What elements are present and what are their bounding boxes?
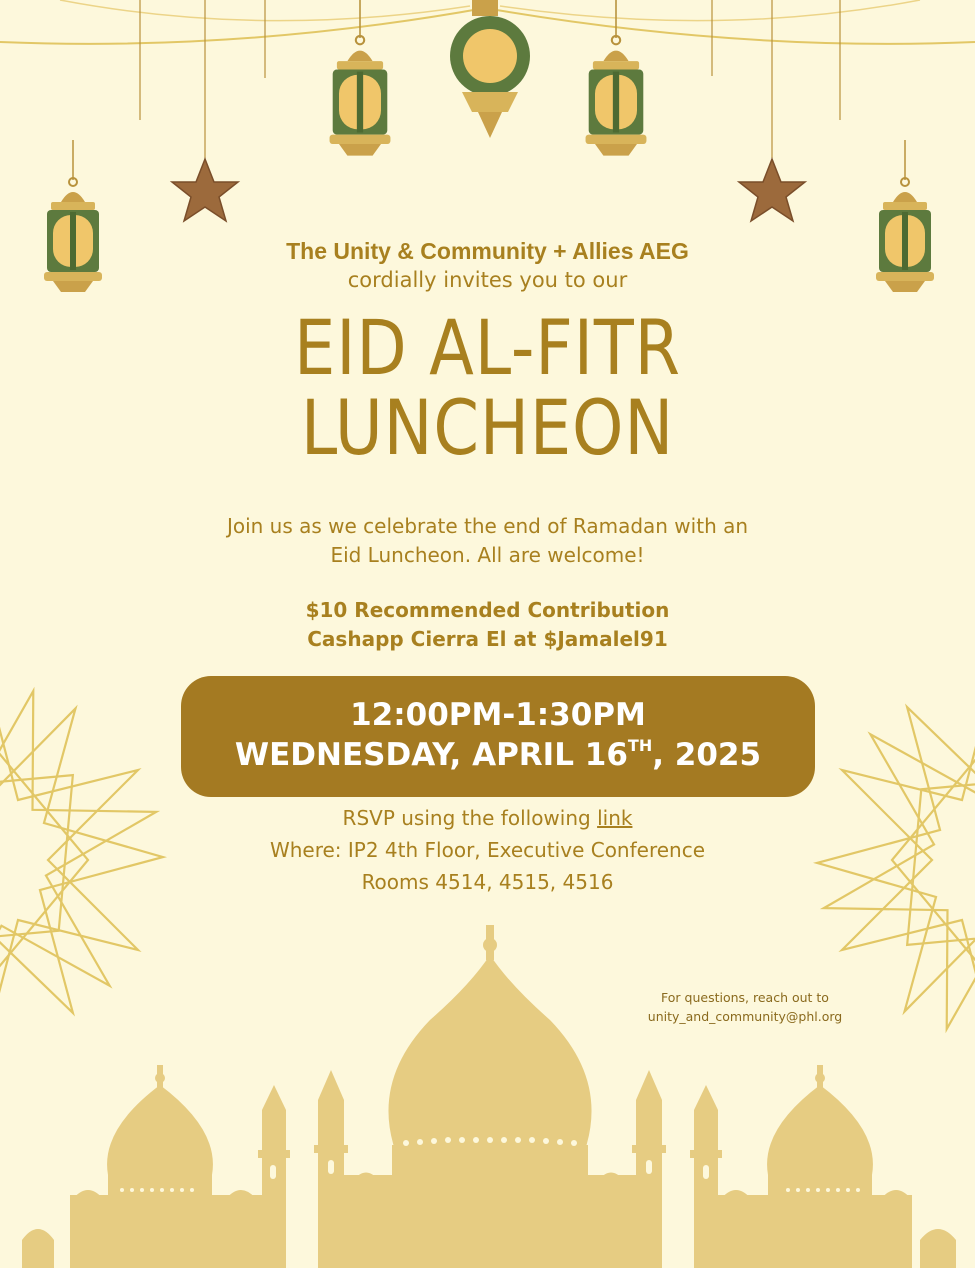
contribution-info bbox=[0, 596, 975, 654]
location-line-1: Where: IP2 4th Floor, Executive Conference bbox=[269, 838, 706, 862]
event-time: 12:00PM-1:30PM bbox=[350, 697, 646, 733]
description-line-1: Join us as we celebrate the end of Ramadan with an bbox=[226, 514, 749, 538]
invite-line: cordially invites you to our bbox=[347, 268, 628, 292]
location-line-2: Rooms 4514, 4515, 4516 bbox=[361, 870, 614, 894]
contact-info bbox=[585, 988, 905, 1026]
title-line-1: EID AL-FITR bbox=[294, 303, 681, 392]
contact-email[interactable]: unity_and_community@phl.org bbox=[647, 1009, 843, 1024]
event-date-prefix: WEDNESDAY, APRIL 16 bbox=[234, 737, 628, 773]
crescent-moon-icon bbox=[820, 120, 842, 164]
date-time-banner bbox=[181, 676, 815, 797]
garland-string-inner-right bbox=[500, 0, 920, 21]
host-organization: The Unity & Community + Allies AEG bbox=[286, 238, 689, 264]
event-date-ordinal: TH bbox=[627, 736, 653, 755]
rsvp-text: RSVP using the following bbox=[342, 806, 598, 830]
event-date bbox=[181, 735, 815, 775]
rsvp-line bbox=[0, 802, 975, 834]
contact-line: For questions, reach out to bbox=[661, 990, 829, 1005]
lantern-icon bbox=[586, 0, 647, 156]
crescent-moon-icon bbox=[118, 120, 140, 164]
event-details bbox=[0, 802, 975, 898]
star-icon bbox=[739, 159, 805, 221]
mosque-silhouette bbox=[22, 925, 956, 1268]
event-date-year: , 2025 bbox=[652, 737, 762, 773]
title-line-2: LUNCHEON bbox=[300, 383, 675, 472]
crescent-moon-icon bbox=[691, 77, 712, 119]
round-lantern-icon bbox=[450, 0, 530, 138]
star-icon bbox=[172, 159, 238, 221]
event-title bbox=[68, 303, 907, 472]
cashapp-info: Cashapp Cierra El at $Jamalel91 bbox=[307, 627, 668, 651]
rsvp-link[interactable]: link bbox=[597, 806, 633, 830]
contribution-amount: $10 Recommended Contribution bbox=[305, 598, 670, 622]
event-description bbox=[0, 512, 975, 570]
description-line-2: Eid Luncheon. All are welcome! bbox=[330, 543, 645, 567]
crescent-moon-icon bbox=[246, 76, 268, 120]
